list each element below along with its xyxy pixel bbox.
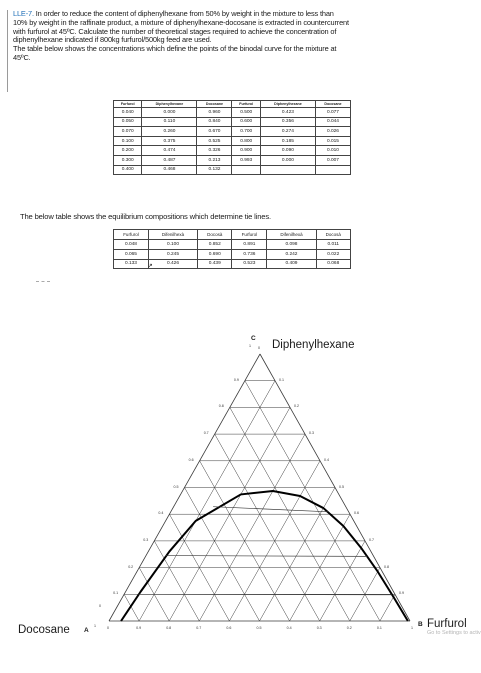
table-cell: 0.007 — [315, 155, 350, 165]
ternary-diagram — [0, 330, 481, 673]
table-cell: 0.132 — [197, 165, 232, 175]
table-cell: 0.040 — [114, 108, 142, 118]
table-cell: 0.690 — [198, 249, 232, 259]
table-cell — [315, 165, 350, 175]
table-cell: 0.993 — [232, 155, 260, 165]
vertex-letter-c: C — [251, 335, 256, 342]
problem-text — [13, 10, 465, 63]
column-header: Furfurol — [232, 101, 260, 108]
table-row — [114, 108, 351, 118]
cursor-mark: ↗ — [147, 263, 153, 270]
table-row — [114, 127, 351, 137]
grid-line — [185, 488, 260, 622]
tick-label: 0.6 — [226, 626, 232, 630]
table-cell: 0.010 — [315, 146, 350, 156]
table-cell: 0.185 — [260, 136, 315, 146]
tick-label: 0.7 — [203, 431, 209, 436]
table-cell: 0.800 — [232, 136, 260, 146]
table-cell: 0.900 — [232, 146, 260, 156]
table-cell: 0.015 — [315, 136, 350, 146]
table-cell: 0.098 — [267, 240, 316, 250]
column-header: Furfurol — [114, 101, 142, 108]
table-cell: 0.525 — [197, 136, 232, 146]
table-cell: 0.026 — [315, 127, 350, 137]
table-row — [114, 146, 351, 156]
problem-line: 45ºC. — [13, 52, 31, 62]
tick-label: 0.9 — [399, 591, 404, 596]
column-header: Docosà — [316, 230, 350, 240]
table-cell: 0.100 — [148, 240, 197, 250]
table-row — [114, 155, 351, 165]
grid-line — [380, 594, 395, 621]
tick-label: 0.8 — [384, 564, 389, 569]
tick-label: 1 — [94, 624, 96, 628]
table-row — [114, 240, 351, 250]
table-cell: 0.736 — [232, 249, 267, 259]
table-cell: 0.133 — [114, 259, 149, 269]
tick-label: 0 — [99, 604, 101, 608]
problem-line: The table below shows the concentrations which define the points of the binodal curve for the mixture at — [13, 44, 337, 54]
column-header: Difenilhexà — [148, 230, 197, 240]
tick-label: 0.4 — [286, 626, 292, 630]
table-cell: 0.400 — [114, 165, 142, 175]
tick-label: 0.2 — [346, 626, 352, 630]
column-header: Docosane — [315, 101, 350, 108]
tick-label: 0.9 — [233, 377, 239, 382]
vertex-label-diphenylhexane: Diphenylhexane — [272, 339, 355, 351]
table-cell: 0.670 — [197, 127, 232, 137]
tick-label: 0.1 — [376, 626, 382, 630]
table-cell: 0.600 — [232, 117, 260, 127]
column-header: Diphenylhexane — [260, 101, 315, 108]
tick-label: 1 — [411, 626, 413, 630]
table-cell: 0.065 — [114, 249, 149, 259]
table-cell: 0.274 — [260, 127, 315, 137]
tick-label: 0 — [258, 346, 260, 350]
tie-lines-note: The below table shows the equilibrium compositions which determine tie lines. — [20, 212, 271, 221]
tie-line — [213, 507, 328, 512]
tick-label: 0.6 — [354, 511, 359, 516]
tick-label: 0.7 — [196, 626, 202, 630]
table-cell: 0.242 — [267, 249, 316, 259]
table-cell — [232, 165, 260, 175]
table-cell: 0.077 — [315, 108, 350, 118]
column-header: Docosà — [198, 230, 232, 240]
table-cell: 0.840 — [197, 117, 232, 127]
table-cell: 0.375 — [142, 136, 197, 146]
grid-line — [199, 434, 305, 621]
tick-label: 0.8 — [218, 404, 224, 409]
table-header-row — [114, 230, 351, 240]
binodal-table-body — [114, 108, 351, 175]
table-cell: 0.700 — [232, 127, 260, 137]
table-cell: 0.423 — [260, 108, 315, 118]
table-cell: 0.000 — [142, 108, 197, 118]
table-row — [114, 136, 351, 146]
vertex-label-docosane: Docosane — [18, 624, 70, 636]
column-header: Diphenylhexane — [142, 101, 197, 108]
tick-label: 0.6 — [188, 457, 194, 462]
table-cell: 0.068 — [316, 259, 350, 269]
problem-line: diphenylhexane indicated if 800kg furfurol/500kg feed are used. — [13, 35, 212, 45]
table-cell: 0.426 — [148, 259, 197, 269]
column-header: Difenilhexà — [267, 230, 316, 240]
table-cell: 0.523 — [232, 259, 267, 269]
table-cell: 0.048 — [114, 240, 149, 250]
tick-label: 0.4 — [324, 457, 329, 462]
tick-label: 0.7 — [369, 537, 374, 542]
problem-line: with furfurol at 45ºC. Calculate the number of theoretical stages required to achieve the concentration of — [13, 26, 337, 36]
table-cell — [260, 165, 315, 175]
table-row — [114, 117, 351, 127]
tick-label: 0.3 — [309, 431, 314, 436]
table-cell: 0.960 — [197, 108, 232, 118]
table-cell: 0.891 — [232, 240, 267, 250]
grid-line — [139, 381, 275, 621]
table-cell: 0.439 — [198, 259, 232, 269]
table-cell: 0.100 — [114, 136, 142, 146]
table-cell: 0.852 — [198, 240, 232, 250]
tick-label: 0.1 — [113, 591, 119, 596]
table-cell: 0.260 — [142, 127, 197, 137]
table-cell: 0.487 — [142, 155, 197, 165]
table-header-row — [114, 101, 351, 108]
table-cell: 0.213 — [197, 155, 232, 165]
problem-line: 10% by weight in the raffinate product, a mixture of diphenylhexane-docosane is extracted in countercurrent — [13, 17, 349, 27]
grid-line — [215, 434, 320, 621]
table-cell: 0.468 — [142, 165, 197, 175]
table-cell: 0.090 — [260, 146, 315, 156]
column-header: Furfurol — [232, 230, 267, 240]
grid-line — [154, 541, 199, 621]
tick-label: 1 — [249, 344, 251, 348]
table-cell: 0.500 — [232, 108, 260, 118]
table-cell: 0.356 — [260, 117, 315, 127]
table-cell: 0.070 — [114, 127, 142, 137]
tick-label: 0.5 — [173, 484, 179, 489]
grid-line — [320, 541, 365, 621]
table-cell: 0.200 — [114, 146, 142, 156]
tick-label: 0.3 — [316, 626, 322, 630]
grid-line — [245, 381, 380, 621]
vertex-letter-b: B — [418, 621, 423, 628]
table-cell: 0.110 — [142, 117, 197, 127]
tick-label: 0.8 — [166, 626, 172, 630]
vertex-label-furfurol: Furfurol — [427, 618, 467, 630]
column-header: Docosane — [197, 101, 232, 108]
problem-id: LLE-7. — [13, 9, 34, 18]
tick-label: 0.5 — [339, 484, 344, 489]
binodal-table — [113, 100, 351, 175]
table-cell: 0.245 — [148, 249, 197, 259]
table-cell: 0.050 — [114, 117, 142, 127]
divider — [36, 281, 50, 282]
table-cell: 0.300 — [114, 155, 142, 165]
table-cell: 0.044 — [315, 117, 350, 127]
column-header: Furfurol — [114, 230, 149, 240]
watermark: Go to Settings to activ — [427, 630, 481, 636]
table-cell: 0.409 — [267, 259, 316, 269]
table-cell: 0.011 — [316, 240, 350, 250]
table-row — [114, 249, 351, 259]
vertex-letter-a: A — [84, 627, 89, 634]
tick-label: 0.2 — [294, 404, 299, 409]
table-cell: 0.326 — [197, 146, 232, 156]
tie-line — [166, 556, 368, 557]
tick-label: 0 — [107, 626, 109, 630]
tick-label: 0.3 — [143, 537, 149, 542]
tick-label: 0.4 — [158, 511, 164, 516]
problem-statement — [7, 10, 465, 92]
table-cell: 0.474 — [142, 146, 197, 156]
table-row — [114, 165, 351, 175]
problem-line: LLE-7. In order to reduce the content of diphenylhexane from 50% by weight in the mixture to less than — [13, 9, 334, 18]
tick-label: 0.5 — [256, 626, 262, 630]
tick-label: 0.1 — [279, 377, 284, 382]
tick-label: 0.9 — [136, 626, 142, 630]
tick-label: 0.2 — [128, 564, 134, 569]
table-cell: 0.000 — [260, 155, 315, 165]
table-cell: 0.022 — [316, 249, 350, 259]
